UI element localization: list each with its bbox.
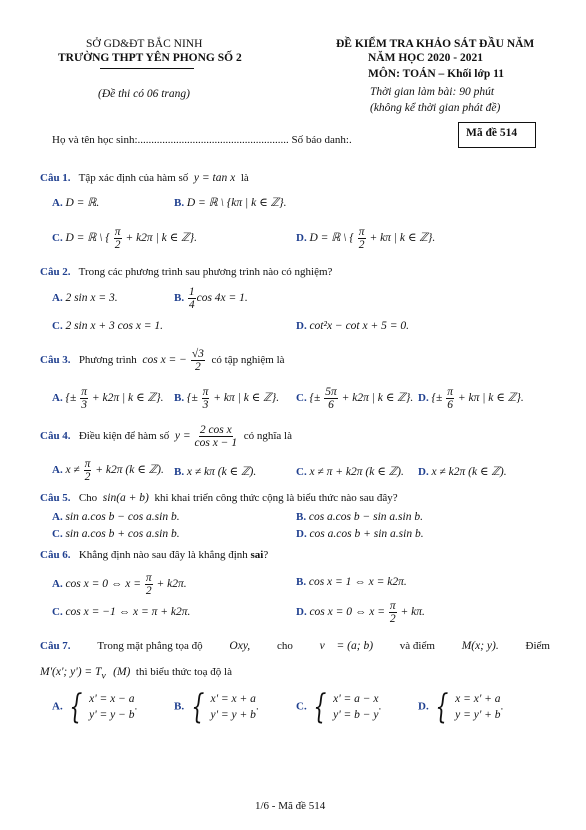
question-7-line-2: M'(x'; $y') = T_{v⃗}(M)$ thì biểu thức toạ độ là [40, 666, 232, 682]
student-info-line: Họ và tên học sinh:....................................................... Số báo danh:. [52, 134, 352, 146]
q1-option-a[interactable]: A. D = ℝ. [52, 197, 100, 209]
exam-time: Thời gian làm bài: 90 phút [370, 86, 495, 98]
question-6: Câu 6. Khẳng định nào sau đây là khẳng định sai? [40, 549, 269, 561]
q6-option-d[interactable]: D. cos x = 0 ⇔ x = $\frac{\pi}{2}$ + kπ. [296, 600, 425, 625]
header-underline [100, 68, 194, 69]
q3-option-a[interactable]: A. {± $\frac{\pi}{3}$ + k2π | k ∈ ℤ}. [52, 386, 164, 411]
question-4: Câu 4. Điều kiện để hàm số y = $\frac{\text{2 cos x}}{\text{cos x − 1}}$ có nghĩa là [40, 424, 292, 449]
q7-option-c[interactable]: C. { x' = a − x y' = b − y . [296, 687, 382, 727]
page-footer: 1/6 - Mã đề 514 [255, 800, 326, 812]
q3-option-c[interactable]: C. {± $\frac{5\pi}{6}$ + k2π | k ∈ ℤ}. [296, 386, 414, 411]
question-1: Câu 1. Tập xác định của hàm số y = tan x là [40, 172, 249, 184]
q3-option-b[interactable]: B. {± $\frac{\pi}{3}$ + kπ | k ∈ ℤ}. [174, 386, 280, 411]
q1-option-d[interactable]: D. D = ℝ \ { $\frac{\pi}{2}$ + kπ | k ∈ ℤ}. [296, 226, 436, 251]
q5-option-b[interactable]: B. cos a.cos b − sin a.sin b. [296, 511, 423, 523]
pages-note: (Đề thi có 06 trang) [98, 88, 190, 100]
q4-option-a[interactable]: A. x ≠ $\frac{\pi}{2}$ + k2π (k ∈ ℤ). [52, 458, 164, 483]
q4-option-d[interactable]: D. x ≠ k2π (k ∈ ℤ). [418, 466, 507, 478]
q7-option-b[interactable]: B. { x' = x + a y' = y + b . [174, 687, 259, 727]
q2-option-d[interactable]: D. cot²x − cot x + 5 = 0. [296, 320, 409, 332]
q7-option-d[interactable]: D. { x = x' + a y = y' + b . [418, 687, 504, 727]
question-3: Câu 3. Phương trình cos x = − $\frac{√3}{2}$ có tập nghiệm là [40, 348, 285, 373]
school-year: NĂM HỌC 2020 - 2021 [368, 52, 483, 64]
q5-option-c[interactable]: C. sin a.cos b + cos a.sin b. [52, 528, 180, 540]
question-2: Câu 2. Trong các phương trình sau phương trình nào có nghiệm? [40, 266, 333, 278]
question-7-line-1: Câu 7. Trong mặt phẳng tọa độ Oxy, cho v⃗ = (a; b) và điểm M(x; y). Điểm [40, 640, 550, 652]
exam-time-note: (không kể thời gian phát đề) [370, 102, 501, 114]
q5-option-a[interactable]: A. sin a.cos b − cos a.sin b. [52, 511, 180, 523]
q4-option-c[interactable]: C. x ≠ π + k2π (k ∈ ℤ). [296, 466, 404, 478]
exam-title: ĐỀ KIỂM TRA KHẢO SÁT ĐẦU NĂM [336, 38, 535, 50]
subject: MÔN: TOÁN – Khối lớp 11 [368, 68, 504, 80]
question-5: Câu 5. Cho sin(a + b) khi khai triển công thức cộng là biểu thức nào sau đây? [40, 492, 398, 504]
q3-option-d[interactable]: D. {± $\frac{\pi}{6}$ + kπ | k ∈ ℤ}. [418, 386, 524, 411]
school-name: TRƯỜNG THPT YÊN PHONG SỐ 2 [58, 52, 242, 64]
q7-option-a[interactable]: A. { x' = x − a y' = y − b . [52, 687, 138, 727]
q2-option-c[interactable]: C. 2 sin x + 3 cos x = 1. [52, 320, 164, 332]
exam-code: Mã đề 514 [466, 127, 518, 139]
q4-option-b[interactable]: B. x ≠ kπ (k ∈ ℤ). [174, 466, 257, 478]
q2-option-b[interactable]: B. $\frac{1}{4}$ cos 4x = 1. [174, 286, 248, 311]
q1-option-c[interactable]: C. D = ℝ \ { $\frac{\pi}{2}$ + k2π | k ∈ ℤ}. [52, 226, 198, 251]
q2-option-a[interactable]: A. 2 sin x = 3. [52, 292, 118, 304]
dept-name: SỞ GD&ĐT BẮC NINH [86, 38, 203, 50]
q6-option-c[interactable]: C. cos x = −1 ⇔ x = π + k2π. [52, 606, 191, 618]
q6-option-a[interactable]: A. cos x = 0 ⇔ x = $\frac{\pi}{2}$ + k2π. [52, 572, 187, 597]
q5-option-d[interactable]: D. cos a.cos b + sin a.sin b. [296, 528, 424, 540]
q6-option-b[interactable]: B. cos x = 1 ⇔ x = k2π. [296, 576, 407, 588]
q1-option-b[interactable]: B. D = ℝ \ {kπ | k ∈ ℤ}. [174, 197, 287, 209]
